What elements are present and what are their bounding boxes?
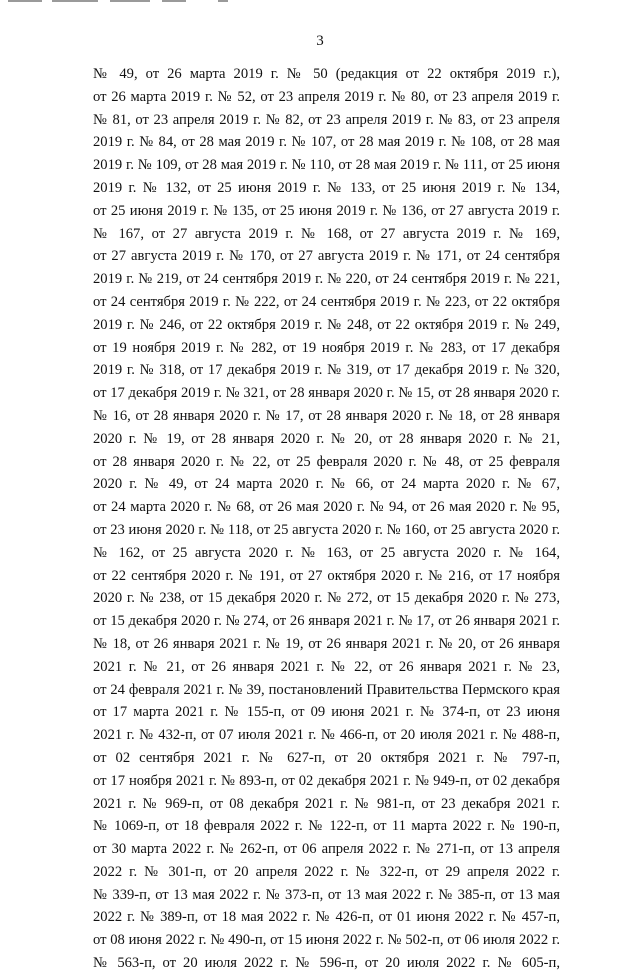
text-line: 2021 г. № 21, от 26 января 2021 г. № 22, от 26 января 2021 г. № 23, bbox=[93, 658, 560, 675]
text-line: 2022 г. № 389-п, от 18 мая 2022 г. № 426-п, от 01 июня 2022 г. № 457-п, bbox=[93, 909, 560, 926]
text-line: 2019 г. № 84, от 28 мая 2019 г. № 107, от 28 мая 2019 г. № 108, от 28 мая bbox=[93, 134, 560, 151]
text-line: № 16, от 28 января 2020 г. № 17, от 28 января 2020 г. № 18, от 28 января bbox=[93, 407, 560, 424]
document-body bbox=[93, 63, 560, 975]
text-line: от 02 сентября 2021 г. № 627-п, от 20 октября 2021 г. № 797-п, bbox=[93, 749, 560, 766]
text-line: 2021 г. № 969-п, от 08 декабря 2021 г. № 981-п, от 23 декабря 2021 г. bbox=[93, 795, 560, 812]
scan-edge-marks bbox=[0, 0, 640, 4]
text-line: от 30 марта 2022 г. № 262-п, от 06 апреля 2022 г. № 271-п, от 13 апреля bbox=[93, 841, 560, 858]
text-line: от 23 июня 2020 г. № 118, от 25 августа 2020 г. № 160, от 25 августа 2020 г. bbox=[93, 521, 560, 538]
text-line: 2019 г. № 132, от 25 июня 2019 г. № 133, от 25 июня 2019 г. № 134, bbox=[93, 179, 560, 196]
text-line: от 28 января 2020 г. № 22, от 25 февраля 2020 г. № 48, от 25 февраля bbox=[93, 453, 560, 470]
text-line: № 167, от 27 августа 2019 г. № 168, от 27 августа 2019 г. № 169, bbox=[93, 225, 560, 242]
text-line: от 15 декабря 2020 г. № 274, от 26 января 2021 г. № 17, от 26 января 2021 г. bbox=[93, 613, 560, 630]
text-line: 2022 г. № 301-п, от 20 апреля 2022 г. № 322-п, от 29 апреля 2022 г. bbox=[93, 863, 560, 880]
text-line: от 19 ноября 2019 г. № 282, от 19 ноября 2019 г. № 283, от 17 декабря bbox=[93, 339, 560, 356]
text-line: № 563-п, от 20 июля 2022 г. № 596-п, от 20 июля 2022 г. № 605-п, bbox=[93, 955, 560, 972]
text-line: 2021 г. № 432-п, от 07 июля 2021 г. № 466-п, от 20 июля 2021 г. № 488-п, bbox=[93, 727, 560, 744]
text-line: 2020 г. № 238, от 15 декабря 2020 г. № 272, от 15 декабря 2020 г. № 273, bbox=[93, 590, 560, 607]
text-line: 2020 г. № 19, от 28 января 2020 г. № 20, от 28 января 2020 г. № 21, bbox=[93, 430, 560, 447]
text-line: от 24 сентября 2019 г. № 222, от 24 сентября 2019 г. № 223, от 22 октября bbox=[93, 293, 560, 310]
text-line: № 18, от 26 января 2021 г. № 19, от 26 января 2021 г. № 20, от 26 января bbox=[93, 635, 560, 652]
text-line: № 162, от 25 августа 2020 г. № 163, от 25 августа 2020 г. № 164, bbox=[93, 544, 560, 561]
page-number: 3 bbox=[316, 33, 324, 49]
text-line: от 26 марта 2019 г. № 52, от 23 апреля 2019 г. № 80, от 23 апреля 2019 г. bbox=[93, 88, 560, 105]
text-line: от 08 июня 2022 г. № 490-п, от 15 июня 2022 г. № 502-п, от 06 июля 2022 г. bbox=[93, 932, 560, 949]
text-line: № 1069-п, от 18 февраля 2022 г. № 122-п, от 11 марта 2022 г. № 190-п, bbox=[93, 818, 560, 835]
text-line: № 339-п, от 13 мая 2022 г. № 373-п, от 13 мая 2022 г. № 385-п, от 13 мая bbox=[93, 886, 560, 903]
text-line: от 24 февраля 2021 г. № 39, постановлений Правительства Пермского края bbox=[93, 681, 560, 698]
text-line: от 24 марта 2020 г. № 68, от 26 мая 2020 г. № 94, от 26 мая 2020 г. № 95, bbox=[93, 499, 560, 516]
text-line: от 17 ноября 2021 г. № 893-п, от 02 декабря 2021 г. № 949-п, от 02 декабря bbox=[93, 772, 560, 789]
text-line: 2019 г. № 318, от 17 декабря 2019 г. № 319, от 17 декабря 2019 г. № 320, bbox=[93, 362, 560, 379]
text-line: 2019 г. № 246, от 22 октября 2019 г. № 248, от 22 октября 2019 г. № 249, bbox=[93, 316, 560, 333]
text-line: от 17 декабря 2019 г. № 321, от 28 января 2020 г. № 15, от 28 января 2020 г. bbox=[93, 385, 560, 402]
text-line: 2020 г. № 49, от 24 марта 2020 г. № 66, от 24 марта 2020 г. № 67, bbox=[93, 476, 560, 493]
text-line: № 49, от 26 марта 2019 г. № 50 (редакция от 22 октября 2019 г.), bbox=[93, 66, 560, 82]
text-line: № 81, от 23 апреля 2019 г. № 82, от 23 апреля 2019 г. № 83, от 23 апреля bbox=[93, 111, 560, 128]
text-line: от 17 марта 2021 г. № 155-п, от 09 июня 2021 г. № 374-п, от 23 июня bbox=[93, 704, 560, 721]
text-line: 2019 г. № 109, от 28 мая 2019 г. № 110, от 28 мая 2019 г. № 111, от 25 июня bbox=[93, 157, 560, 174]
text-line: 2019 г. № 219, от 24 сентября 2019 г. № 220, от 24 сентября 2019 г. № 221, bbox=[93, 271, 560, 288]
text-line: от 22 сентября 2020 г. № 191, от 27 октября 2020 г. № 216, от 17 ноября bbox=[93, 567, 560, 584]
text-line: от 27 августа 2019 г. № 170, от 27 августа 2019 г. № 171, от 24 сентября bbox=[93, 248, 560, 265]
text-line: от 25 июня 2019 г. № 135, от 25 июня 2019 г. № 136, от 27 августа 2019 г. bbox=[93, 202, 560, 219]
